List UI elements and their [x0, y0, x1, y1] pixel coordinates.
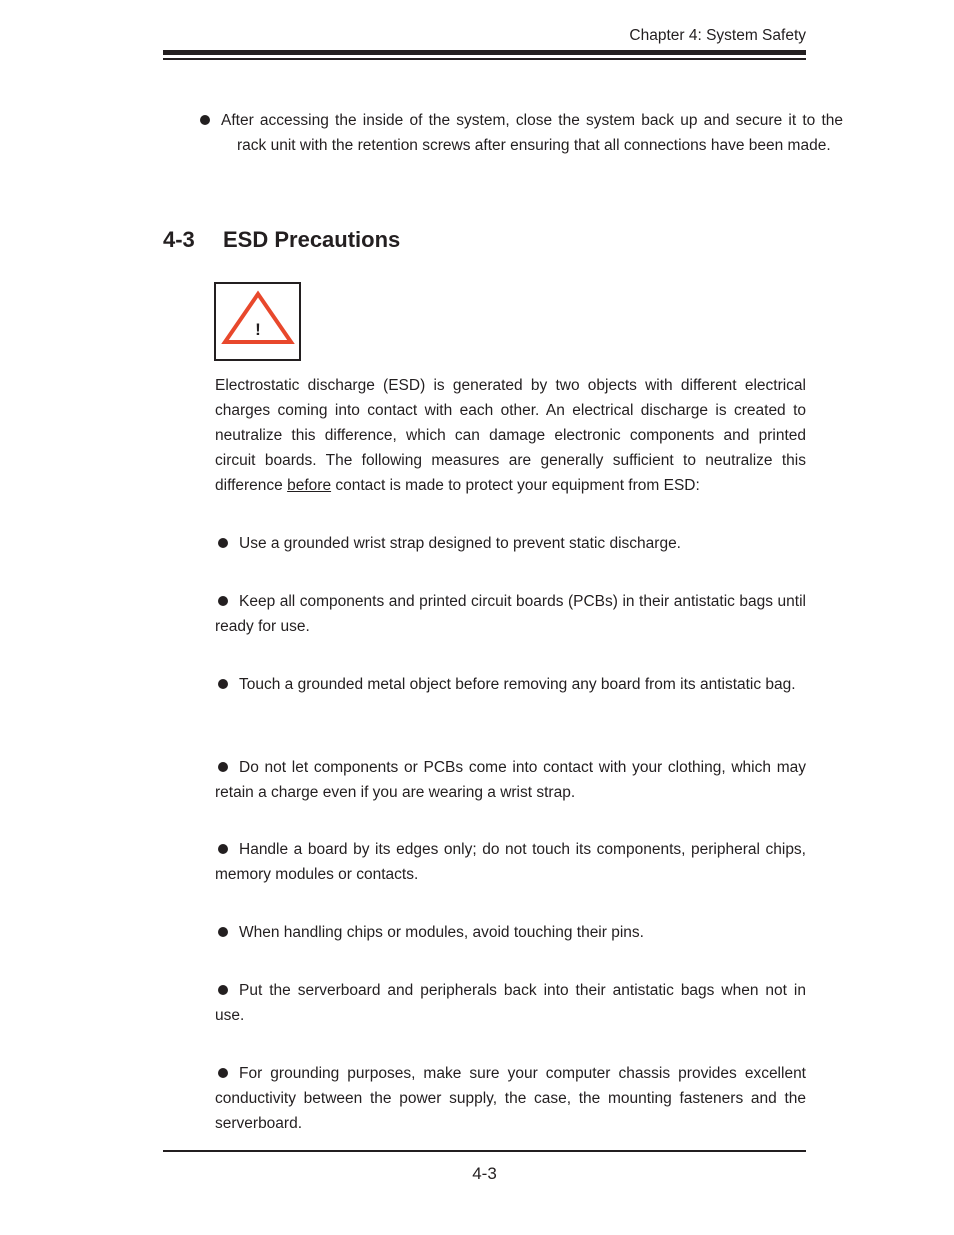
list-item-text: Use a grounded wrist strap designed to prevent static discharge. [239, 535, 681, 552]
list-item-text: After accessing the inside of the system, close the system back up and secure it to the rack unit with the retention screws after ensuring that all connections have been made. [221, 112, 843, 154]
bullet-icon [218, 596, 228, 606]
section-number: 4-3 [163, 227, 195, 252]
header-rule-thin [163, 58, 806, 60]
warning-symbol: ! [255, 320, 261, 339]
list-item [215, 589, 806, 639]
bullet-icon [218, 985, 228, 995]
list-item-text: Do not let components or PCBs come into contact with your clothing, which may retain a charge even if you are wearing a wrist strap. [215, 759, 806, 801]
list-item [215, 531, 806, 556]
list-item [215, 920, 806, 945]
list-item-text: Put the serverboard and peripherals back into their antistatic bags when not in use. [215, 982, 806, 1024]
intro-paragraph [215, 373, 806, 498]
list-item-text: Touch a grounded metal object before removing any board from its antistatic bag. [239, 676, 796, 693]
footer-rule [163, 1150, 806, 1152]
bullet-icon [200, 115, 210, 125]
section-title: ESD Precautions [223, 227, 401, 252]
list-item-text: When handling chips or modules, avoid touching their pins. [239, 924, 644, 941]
intro-underlined-word: before [287, 477, 332, 494]
list-item [215, 755, 806, 805]
list-item-text: Keep all components and printed circuit boards (PCBs) in their antistatic bags until ready for use. [215, 593, 806, 635]
header-rule-thick [163, 50, 806, 55]
list-item [200, 108, 843, 158]
warning-triangle-icon [216, 284, 299, 359]
page-number: 4-3 [472, 1164, 497, 1183]
list-item-text: For grounding purposes, make sure your computer chassis provides excellent conductivity between the power supply, the case, the mounting fasteners and the serverboard. [215, 1065, 806, 1132]
list-item [215, 672, 806, 697]
intro-text-part1: Electrostatic discharge (ESD) is generated by two objects with different electrical charges coming into contact with each other. An electrical discharge is created to neutralize this difference, which can damage electronic components and printed circuit boards. The following measures are generally sufficient to neutralize this difference [215, 377, 806, 494]
list-item-text: Handle a board by its edges only; do not touch its components, peripheral chips, memory modules or contacts. [215, 841, 806, 883]
bullet-icon [218, 844, 228, 854]
section-heading [163, 225, 400, 255]
chapter-header: Chapter 4: System Safety [629, 27, 806, 44]
intro-text-part2: contact is made to protect your equipment from ESD: [331, 477, 700, 494]
list-item [215, 837, 806, 887]
bullet-icon [218, 538, 228, 548]
bullet-icon [218, 679, 228, 689]
list-item [215, 1061, 806, 1136]
bullet-icon [218, 762, 228, 772]
warning-box [214, 282, 301, 361]
bullet-icon [218, 1068, 228, 1078]
bullet-icon [218, 927, 228, 937]
list-item [215, 978, 806, 1028]
